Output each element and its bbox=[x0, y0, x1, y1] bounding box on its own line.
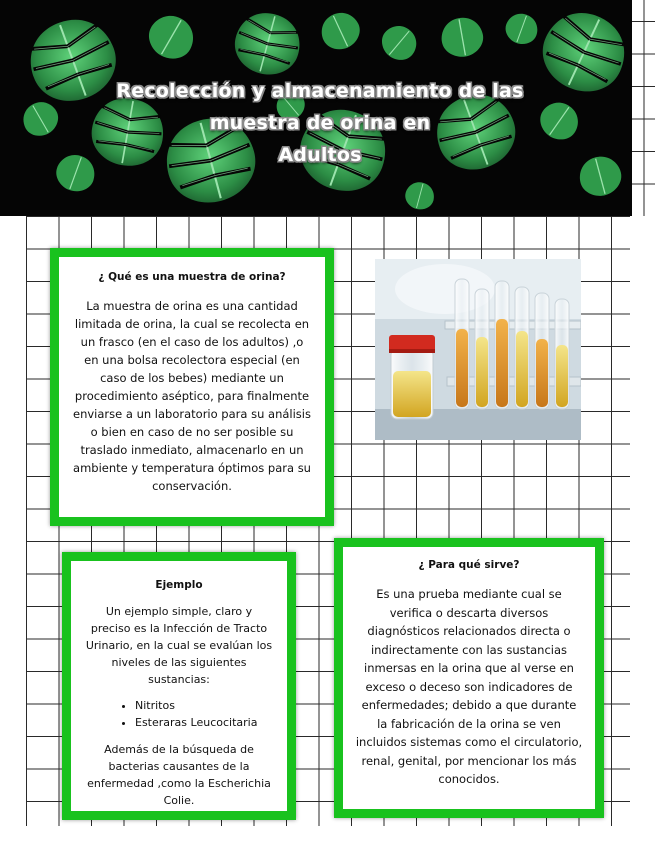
title-banner bbox=[0, 0, 632, 216]
card-que-es-body: La muestra de orina es una cantidad limitada de orina, la cual se recolecta en un frasco (en el caso de los adultos) ,o en una bolsa recolectora especial (en caso de los bebes) mediante un procedimiento aséptico, para finalmente enviarse a un laboratorio para su análisis o bien en caso de no ser posible su traslado inmediato, almacenarlo en un ambiente y temperatura óptimos para su conservación. bbox=[73, 299, 311, 493]
card-ejemplo-intro: Un ejemplo simple, claro y preciso es la Infección de Tracto Urinario, en la cual se evalúan los niveles de las siguientes sustancias: bbox=[85, 605, 273, 686]
page-margin-right bbox=[630, 216, 655, 848]
card-ejemplo-outro: Además de la búsqueda de bacterias causantes de la enfermedad ,como la Escherichia Colie. bbox=[87, 743, 271, 807]
page-title bbox=[40, 75, 600, 171]
card-que-es-heading: ¿ Qué es una muestra de orina? bbox=[98, 271, 286, 283]
title-line-3: Adultos bbox=[278, 143, 362, 166]
card-ejemplo bbox=[62, 552, 296, 820]
urine-sample-tubes-image bbox=[375, 259, 581, 440]
card-ejemplo-list bbox=[121, 697, 257, 731]
page-margin-left bbox=[0, 216, 26, 848]
card-para-que-body: Es una prueba mediante cual se verifica o descarta diversos diagnósticos relacionados directa o indirectamente con las sustancias inmersas en la orina que al verse en exceso o deceso son indicadores de enfermedades; debido a que durante la fabricación de la orina se ven incluidos sistemas como el circulatorio, renal, genital, por mencionar los más conocidos. bbox=[355, 587, 583, 786]
card-para-que-sirve bbox=[334, 538, 604, 818]
list-item: • Nitritos bbox=[135, 697, 257, 714]
title-line-1: Recolección y almacenamiento de las bbox=[116, 79, 524, 102]
card-para-que-heading: ¿ Para qué sirve? bbox=[418, 559, 520, 571]
page-margin-bottom bbox=[0, 826, 655, 848]
list-item: • Esteraras Leucocitaria bbox=[135, 714, 257, 731]
title-line-2: muestra de orina en bbox=[209, 111, 431, 134]
card-ejemplo-heading: Ejemplo bbox=[155, 579, 203, 591]
card-que-es bbox=[50, 248, 334, 526]
